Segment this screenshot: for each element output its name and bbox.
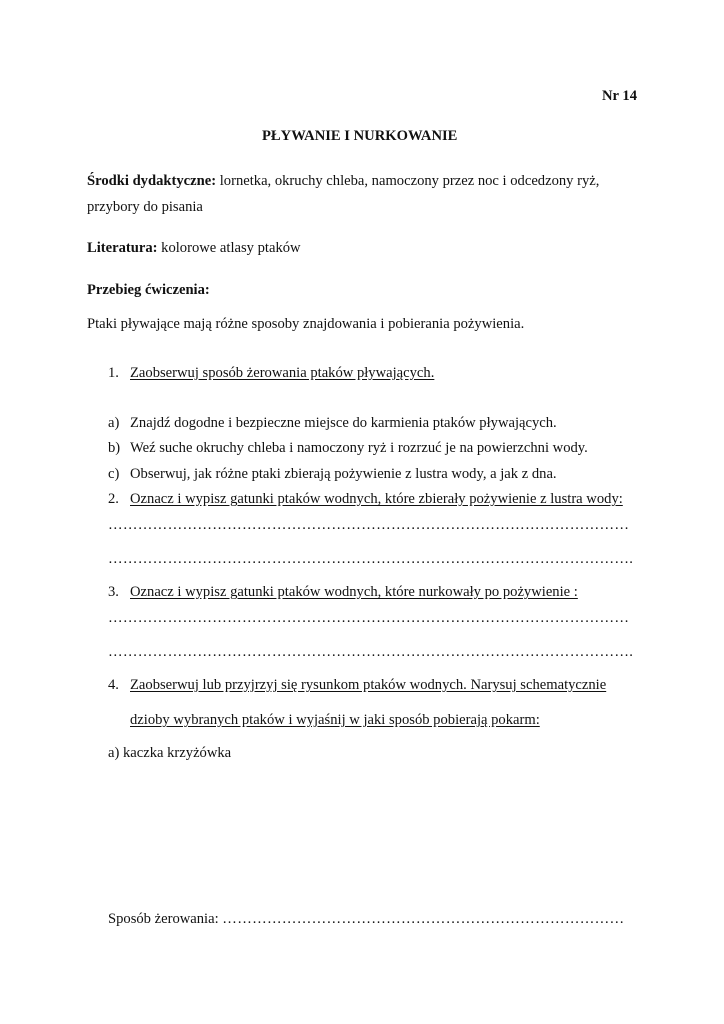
item-a-label: a) kaczka krzyżówka xyxy=(108,745,232,761)
step-b-text: Weź suche okruchy chleba i namoczony ryż i rozrzuć je na powierzchni wody. xyxy=(130,440,588,456)
task-1-text: Zaobserwuj sposób żerowania ptaków pływających. xyxy=(130,365,435,381)
materials-line-2: przybory do pisania xyxy=(87,199,203,215)
task-4-text-line-1: Zaobserwuj lub przyjrzyj się rysunkom ptaków wodnych. Narysuj schematycznie xyxy=(130,677,607,693)
materials-label: Środki dydaktyczne: xyxy=(87,173,217,189)
task-4-number: 4. xyxy=(108,677,119,693)
feeding-label: Sposób żerowania: xyxy=(108,911,223,927)
task-3-text: Oznacz i wypisz gatunki ptaków wodnych, które nurkowały po pożywienie : xyxy=(130,584,578,600)
answer-line: …………………………………………………………………………………………… xyxy=(108,517,630,533)
task-2 xyxy=(108,490,623,508)
task-1 xyxy=(108,364,434,382)
step-b xyxy=(108,439,588,457)
task-3-number: 3. xyxy=(108,584,119,600)
step-c xyxy=(108,465,557,483)
page-title: PŁYWANIE I NURKOWANIE xyxy=(262,128,458,144)
feeding-dots: ……………………………………………………………………… xyxy=(222,911,625,927)
task-4 xyxy=(108,676,606,694)
step-c-text: Obserwuj, jak różne ptaki zbierają pożywienie z lustra wody, a jak z dna. xyxy=(130,466,557,482)
answer-line: ……………………………………………………………………………………………. xyxy=(108,644,634,660)
task-1-number: 1. xyxy=(108,365,119,381)
materials-line-1 xyxy=(87,172,599,190)
step-a-text: Znajdź dogodne i bezpieczne miejsce do karmienia ptaków pływających. xyxy=(130,415,557,431)
literature-text: kolorowe atlasy ptaków xyxy=(157,240,301,256)
answer-line: ……………………………………………………………………………………………. xyxy=(108,551,634,567)
literature-label: Literatura: xyxy=(87,240,158,256)
step-a xyxy=(108,414,557,432)
feeding-line xyxy=(108,910,624,928)
task-4-text-line-2: dzioby wybranych ptaków i wyjaśnij w jaki sposób pobierają pokarm: xyxy=(130,712,540,728)
document-number: Nr 14 xyxy=(602,88,637,104)
answer-line: …………………………………………………………………………………………… xyxy=(108,610,630,626)
intro-text: Ptaki pływające mają różne sposoby znajdowania i pobierania pożywienia. xyxy=(87,316,525,332)
task-2-text: Oznacz i wypisz gatunki ptaków wodnych, które zbierały pożywienie z lustra wody: xyxy=(130,491,623,507)
task-3 xyxy=(108,583,578,601)
step-a-marker: a) xyxy=(108,415,120,431)
task-2-number: 2. xyxy=(108,491,119,507)
materials-text: lornetka, okruchy chleba, namoczony przez noc i odcedzony ryż, xyxy=(216,173,600,189)
step-b-marker: b) xyxy=(108,440,121,456)
procedure-heading: Przebieg ćwiczenia: xyxy=(87,282,210,298)
literature-line xyxy=(87,239,301,257)
step-c-marker: c) xyxy=(108,466,120,482)
